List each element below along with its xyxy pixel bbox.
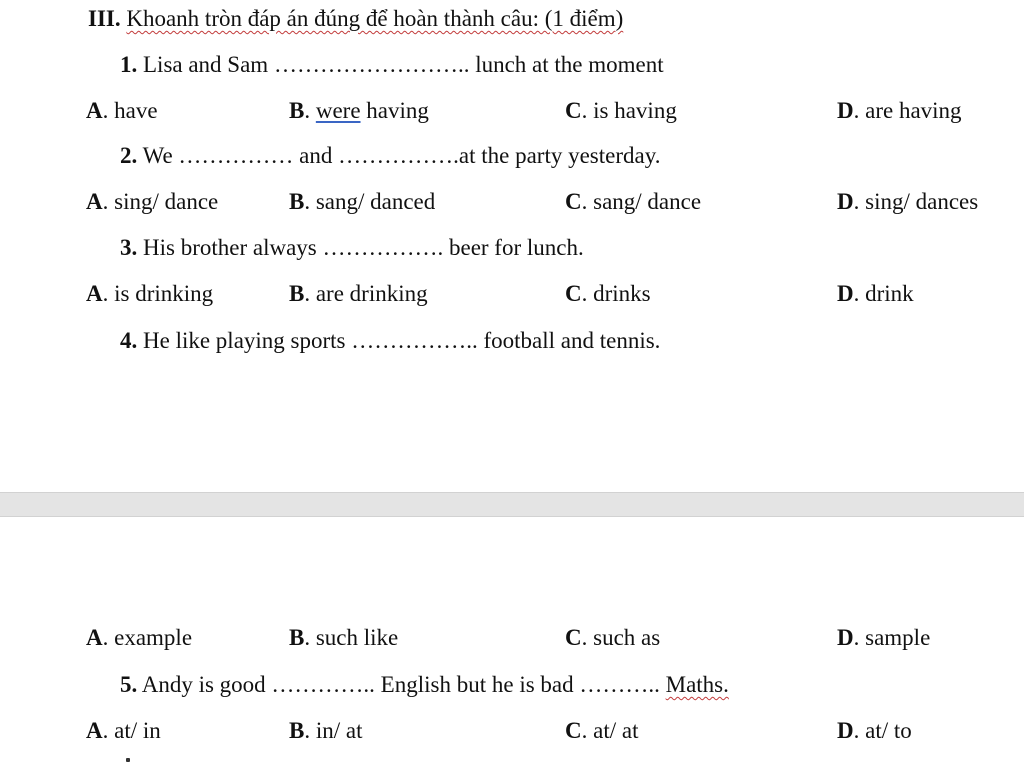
q1-option-b[interactable]: B. were having: [289, 98, 429, 123]
q5-option-c[interactable]: C. at/ at: [565, 718, 639, 743]
question-5: [120, 671, 729, 699]
question-5-text: Andy is good ………….. English but he is bad ………..: [141, 672, 666, 697]
q1-option-b-text: having: [360, 98, 429, 123]
q3-option-a-text: is drinking: [114, 281, 214, 306]
q4-option-b[interactable]: B. such like: [289, 625, 399, 650]
q1-option-c-letter: C: [565, 98, 582, 123]
q2-option-a[interactable]: A. sing/ dance: [86, 189, 219, 214]
q1-option-d-text: are having: [865, 98, 962, 123]
q5-option-b[interactable]: B. in/ at: [289, 718, 363, 743]
q3-option-c-text: drinks: [593, 281, 651, 306]
q4-option-a-text: example: [114, 625, 193, 650]
q1-option-d-letter: D: [837, 98, 854, 123]
page-break-divider: [0, 492, 1024, 517]
q5-option-c-text: at/ at: [593, 718, 639, 743]
q3-option-b[interactable]: B. are drinking: [289, 281, 428, 306]
q2-option-c[interactable]: C. sang/ dance: [565, 189, 702, 214]
q1-option-a-letter: A: [86, 98, 103, 123]
q2-option-c-text: sang/ dance: [593, 189, 702, 214]
question-5-squiggle-word: Maths.: [665, 672, 729, 697]
q5-option-a[interactable]: A. at/ in: [86, 718, 161, 743]
q1-option-d[interactable]: D. are having: [837, 98, 962, 123]
q1-option-a[interactable]: A. have: [86, 98, 158, 123]
q5-option-d[interactable]: D. at/ to: [837, 718, 912, 743]
q4-option-c-text: such as: [593, 625, 661, 650]
q3-option-d[interactable]: D. drink: [837, 281, 914, 306]
question-3-text: His brother always ……………. beer for lunch.: [143, 235, 584, 260]
q3-option-b-text: are drinking: [315, 281, 428, 306]
q5-option-a-text: at/ in: [114, 718, 161, 743]
q2-option-a-text: sing/ dance: [114, 189, 219, 214]
stray-mark: [126, 758, 130, 762]
q3-option-d-text: drink: [865, 281, 914, 306]
q1-option-b-underlined-word: were: [315, 98, 361, 123]
q4-option-b-text: such like: [315, 625, 399, 650]
section-title: Khoanh tròn đáp án đúng để hoàn thành câu: (1 điểm): [126, 6, 624, 31]
q1-option-c[interactable]: C. is having: [565, 98, 677, 123]
q4-option-a[interactable]: A. example: [86, 625, 193, 650]
q2-option-b-text: sang/ danced: [315, 189, 436, 214]
q3-option-a[interactable]: A. is drinking: [86, 281, 214, 306]
q2-option-d-text: sing/ dances: [865, 189, 979, 214]
question-2-text: We …………… and …………….at the party yesterday.: [142, 143, 661, 168]
q1-option-c-text: is having: [593, 98, 677, 123]
question-2: [120, 142, 660, 170]
question-4: [120, 327, 660, 355]
question-1: [120, 51, 664, 79]
q4-option-d-text: sample: [865, 625, 931, 650]
q4-option-d[interactable]: D. sample: [837, 625, 931, 650]
question-5-number: 5.: [120, 672, 138, 697]
question-4-text: He like playing sports …………….. football and tennis.: [143, 328, 661, 353]
q5-option-b-text: in/ at: [315, 718, 363, 743]
question-1-text: Lisa and Sam …………………….. lunch at the moment: [143, 52, 664, 77]
q3-option-c[interactable]: C. drinks: [565, 281, 651, 306]
q2-option-d[interactable]: D. sing/ dances: [837, 189, 979, 214]
q5-option-d-text: at/ to: [865, 718, 912, 743]
question-3: [120, 234, 584, 262]
q2-option-b[interactable]: B. sang/ danced: [289, 189, 436, 214]
question-3-number: 3.: [120, 235, 138, 260]
q1-option-b-letter: B: [289, 98, 305, 123]
section-numeral: III.: [88, 6, 121, 31]
question-2-number: 2.: [120, 143, 138, 168]
q1-option-a-text: have: [114, 98, 158, 123]
section-heading: [88, 5, 623, 33]
q4-option-c[interactable]: C. such as: [565, 625, 661, 650]
question-1-number: 1.: [120, 52, 138, 77]
question-4-number: 4.: [120, 328, 138, 353]
